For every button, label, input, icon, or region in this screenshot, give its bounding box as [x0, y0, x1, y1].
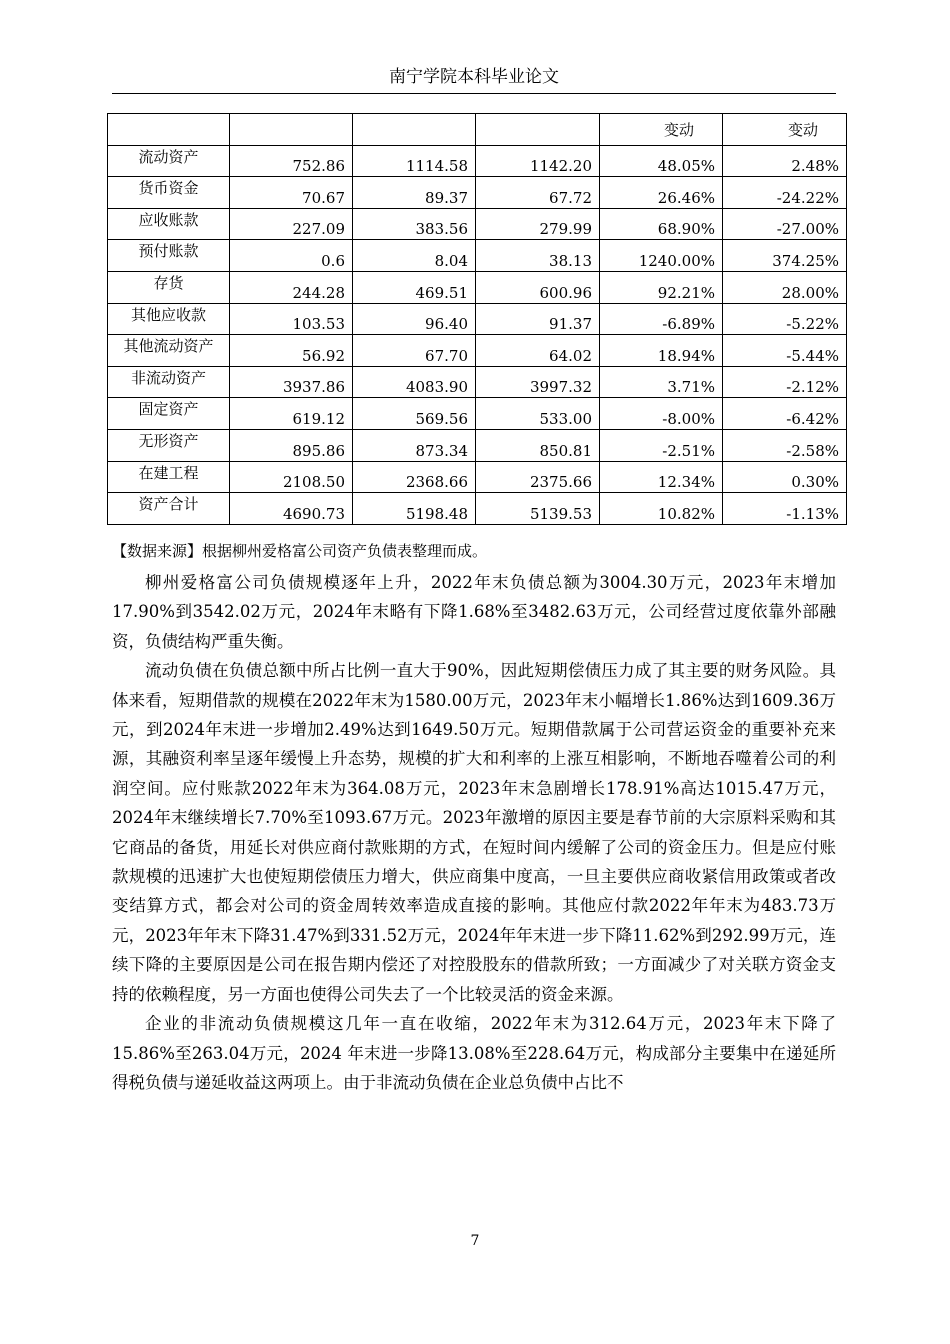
table-cell: 2.48%	[723, 145, 847, 177]
table-cell: 374.25%	[723, 240, 847, 272]
table-cell: 5139.53	[476, 493, 600, 525]
table-cell: 752.86	[230, 145, 353, 177]
table-cell: 469.51	[353, 271, 476, 303]
table-cell: 12.34%	[600, 461, 723, 493]
row-label: 在建工程	[108, 461, 230, 493]
table-source-note: 【数据来源】根据柳州爱格富公司资产负债表整理而成。	[112, 542, 488, 560]
table-cell: 64.02	[476, 335, 600, 367]
table-cell: 600.96	[476, 271, 600, 303]
asset-table	[107, 113, 847, 525]
table-cell: 2375.66	[476, 461, 600, 493]
table-cell: -8.00%	[600, 398, 723, 430]
table-row	[108, 303, 847, 335]
table-cell: 895.86	[230, 429, 353, 461]
table-row	[108, 398, 847, 430]
table-header-row	[108, 114, 847, 146]
row-label: 存货	[108, 271, 230, 303]
table-cell: 68.90%	[600, 208, 723, 240]
table-cell: 92.21%	[600, 271, 723, 303]
table-cell: 0.6	[230, 240, 353, 272]
table-cell: 1240.00%	[600, 240, 723, 272]
paragraph: 企业的非流动负债规模这几年一直在收缩，2022年末为312.64万元，2023年末下降了15.86%至263.04万元，2024 年末进一步降13.08%至228.64万元，构成部分主要集中在递延所得税负债与递延收益这两项上。由于非流动负债在企业总负债中占比不	[112, 1014, 836, 1092]
table-cell: -27.00%	[723, 208, 847, 240]
table-row	[108, 177, 847, 209]
row-label: 其他流动资产	[108, 335, 230, 367]
table-cell: 569.56	[353, 398, 476, 430]
table-row	[108, 271, 847, 303]
table-cell: -1.13%	[723, 493, 847, 525]
table-cell: -2.12%	[723, 366, 847, 398]
table-cell: 70.67	[230, 177, 353, 209]
table-cell: 619.12	[230, 398, 353, 430]
table-cell: 48.05%	[600, 145, 723, 177]
header-cell	[353, 114, 476, 146]
table-cell: 28.00%	[723, 271, 847, 303]
page-number: 7	[470, 1233, 480, 1249]
table-row	[108, 145, 847, 177]
table-cell: -5.44%	[723, 335, 847, 367]
table-row	[108, 429, 847, 461]
table-cell: 227.09	[230, 208, 353, 240]
paragraph: 柳州爱格富公司负债规模逐年上升，2022年末负债总额为3004.30万元，2023年末增加17.90%到3542.02万元，2024年末略有下降1.68%至3482.63万元，公司经营过度依靠外部融资，负债结构严重失衡。	[112, 573, 836, 651]
table-cell: 8.04	[353, 240, 476, 272]
table-cell: 533.00	[476, 398, 600, 430]
table-cell: 2368.66	[353, 461, 476, 493]
table-cell: 850.81	[476, 429, 600, 461]
table-cell: 279.99	[476, 208, 600, 240]
header-cell: 变动	[723, 114, 847, 146]
table-row	[108, 461, 847, 493]
table-cell: 56.92	[230, 335, 353, 367]
table-cell: 91.37	[476, 303, 600, 335]
table-cell: 103.53	[230, 303, 353, 335]
row-label: 非流动资产	[108, 366, 230, 398]
row-label: 资产合计	[108, 493, 230, 525]
row-label: 货币资金	[108, 177, 230, 209]
row-label: 其他应收款	[108, 303, 230, 335]
header-cell	[476, 114, 600, 146]
table-cell: 3937.86	[230, 366, 353, 398]
table-cell: -2.51%	[600, 429, 723, 461]
table-cell: -24.22%	[723, 177, 847, 209]
table-cell: 3997.32	[476, 366, 600, 398]
table-row	[108, 493, 847, 525]
paragraph: 流动负债在负债总额中所占比例一直大于90%，因此短期偿债压力成了其主要的财务风险。具体来看，短期借款的规模在2022年末为1580.00万元，2023年末小幅增长1.86%达到1609.36万元，到2024年末进一步增加2.49%达到1649.50万元。短期借款属于公司营运资金的重要补充来源，其融资利率呈逐年缓慢上升态势，规模的扩大和利率的上涨互相影响，不断地吞噬着公司的利润空间。应付账款2022年末为364.08万元，2023年末急剧增长178.91%高达1015.47万元，2024年末继续增长7.70%至1093.67万元。2023年激增的原因主要是春节前的大宗原料采购和其它商品的备货，用延长对供应商付款账期的方式，在短时间内缓解了公司的资金压力。但是应付账款规模的迅速扩大也使短期偿债压力增大，供应商集中度高，一旦主要供应商收紧信用政策或者改变结算方式，都会对公司的资金周转效率造成直接的影响。其他应付款2022年年末为483.73万元，2023年年末下降31.47%到331.52万元，2024年年末进一步下降11.62%到292.99万元，连续下降的主要原因是公司在报告期内偿还了对控股股东的借款所致；一方面减少了对关联方资金支持的依赖程度，另一方面也使得公司失去了一个比较灵活的资金来源。	[112, 661, 836, 1004]
table-row	[108, 335, 847, 367]
table-cell: -5.22%	[723, 303, 847, 335]
table-cell: 38.13	[476, 240, 600, 272]
table-cell: 0.30%	[723, 461, 847, 493]
table-cell: 5198.48	[353, 493, 476, 525]
table-cell: -6.42%	[723, 398, 847, 430]
header-rule	[112, 93, 836, 94]
row-label: 应收账款	[108, 208, 230, 240]
table-cell: 4083.90	[353, 366, 476, 398]
table-cell: 383.56	[353, 208, 476, 240]
table-cell: 873.34	[353, 429, 476, 461]
row-label: 预付账款	[108, 240, 230, 272]
table-cell: 67.70	[353, 335, 476, 367]
table-row	[108, 208, 847, 240]
table-cell: 89.37	[353, 177, 476, 209]
table-cell: 96.40	[353, 303, 476, 335]
body-text	[112, 568, 836, 1097]
table-row	[108, 240, 847, 272]
table-cell: -2.58%	[723, 429, 847, 461]
table-cell: 1114.58	[353, 145, 476, 177]
page-header: 南宁学院本科毕业论文	[389, 67, 559, 87]
row-label: 无形资产	[108, 429, 230, 461]
table-cell: 2108.50	[230, 461, 353, 493]
table-cell: 1142.20	[476, 145, 600, 177]
row-label: 流动资产	[108, 145, 230, 177]
table-cell: -6.89%	[600, 303, 723, 335]
row-label: 固定资产	[108, 398, 230, 430]
table-cell: 244.28	[230, 271, 353, 303]
header-cell: 变动	[600, 114, 723, 146]
table-cell: 26.46%	[600, 177, 723, 209]
header-cell	[108, 114, 230, 146]
table-row	[108, 366, 847, 398]
table-cell: 10.82%	[600, 493, 723, 525]
table-cell: 18.94%	[600, 335, 723, 367]
table-cell: 4690.73	[230, 493, 353, 525]
header-cell	[230, 114, 353, 146]
table-cell: 67.72	[476, 177, 600, 209]
table-cell: 3.71%	[600, 366, 723, 398]
